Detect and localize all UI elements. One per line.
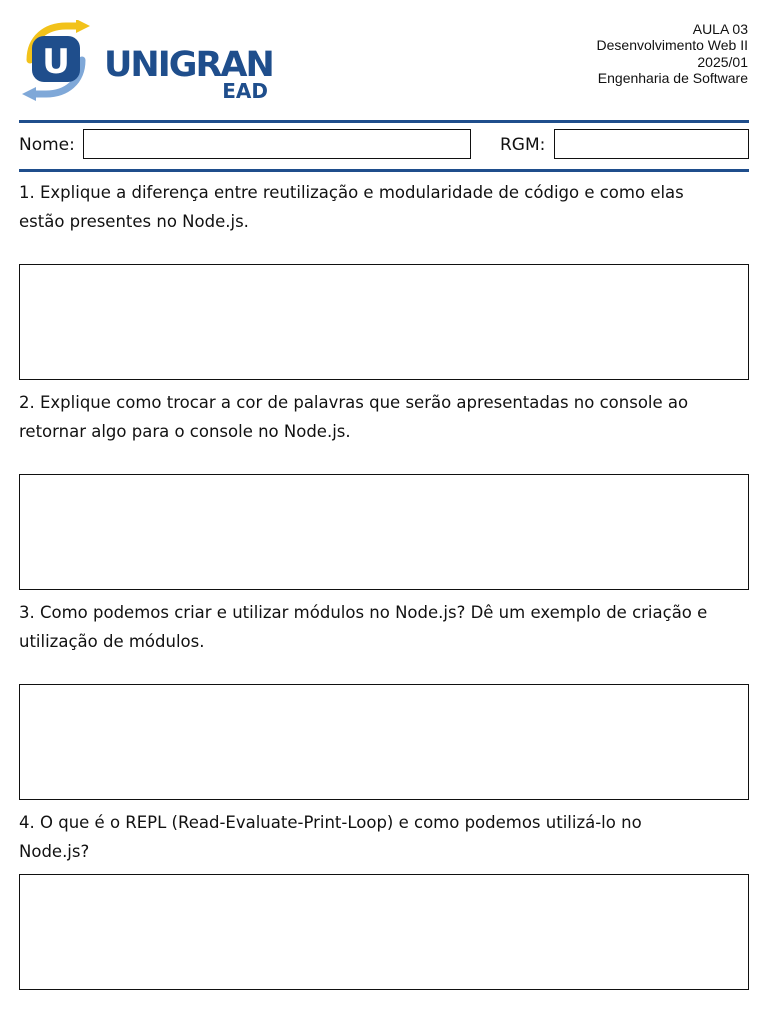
rgm-label: RGM: [500,135,546,155]
answer-4-field[interactable] [19,874,749,990]
answer-2-field[interactable] [19,474,749,590]
name-label: Nome: [19,135,75,155]
question-2 [19,388,749,446]
rgm-field[interactable] [554,129,749,159]
logo-subtext: EAD [222,79,268,103]
unigran-ead-logo [20,20,280,104]
top-divider [19,120,749,123]
bottom-divider [19,169,749,172]
name-field[interactable] [83,129,471,159]
program-name: Engenharia de Software [597,70,748,87]
question-4-line-2: Node.js? [19,842,90,861]
question-3-line-2: utilização de módulos. [19,632,205,651]
question-2-line-1: 2. Explique como trocar a cor de palavras que serão apresentadas no console ao [19,393,689,412]
question-3 [19,598,749,656]
question-4-line-1: 4. O que é o REPL (Read-Evaluate-Print-Loop) e como podemos utilizá-lo no [19,813,642,832]
logo-badge-letter: U [42,42,70,82]
question-2-line-2: retornar algo para o console no Node.js. [19,422,351,441]
question-1-line-2: estão presentes no Node.js. [19,212,249,231]
lesson-label: AULA 03 [692,21,748,37]
logo-wordmark: UNIGRAN [104,45,273,85]
question-1 [19,178,749,236]
question-4 [19,808,749,866]
answer-3-field[interactable] [19,684,749,800]
answer-1-field[interactable] [19,264,749,380]
question-1-line-1: 1. Explique a diferença entre reutilização e modularidade de código e como elas [19,183,684,202]
course-name: Desenvolvimento Web II [596,37,748,54]
course-info [597,21,748,87]
logo-emblem-icon [22,20,90,101]
question-3-line-1: 3. Como podemos criar e utilizar módulos no Node.js? Dê um exemplo de criação e [19,603,708,622]
term-label: 2025/01 [697,53,748,70]
